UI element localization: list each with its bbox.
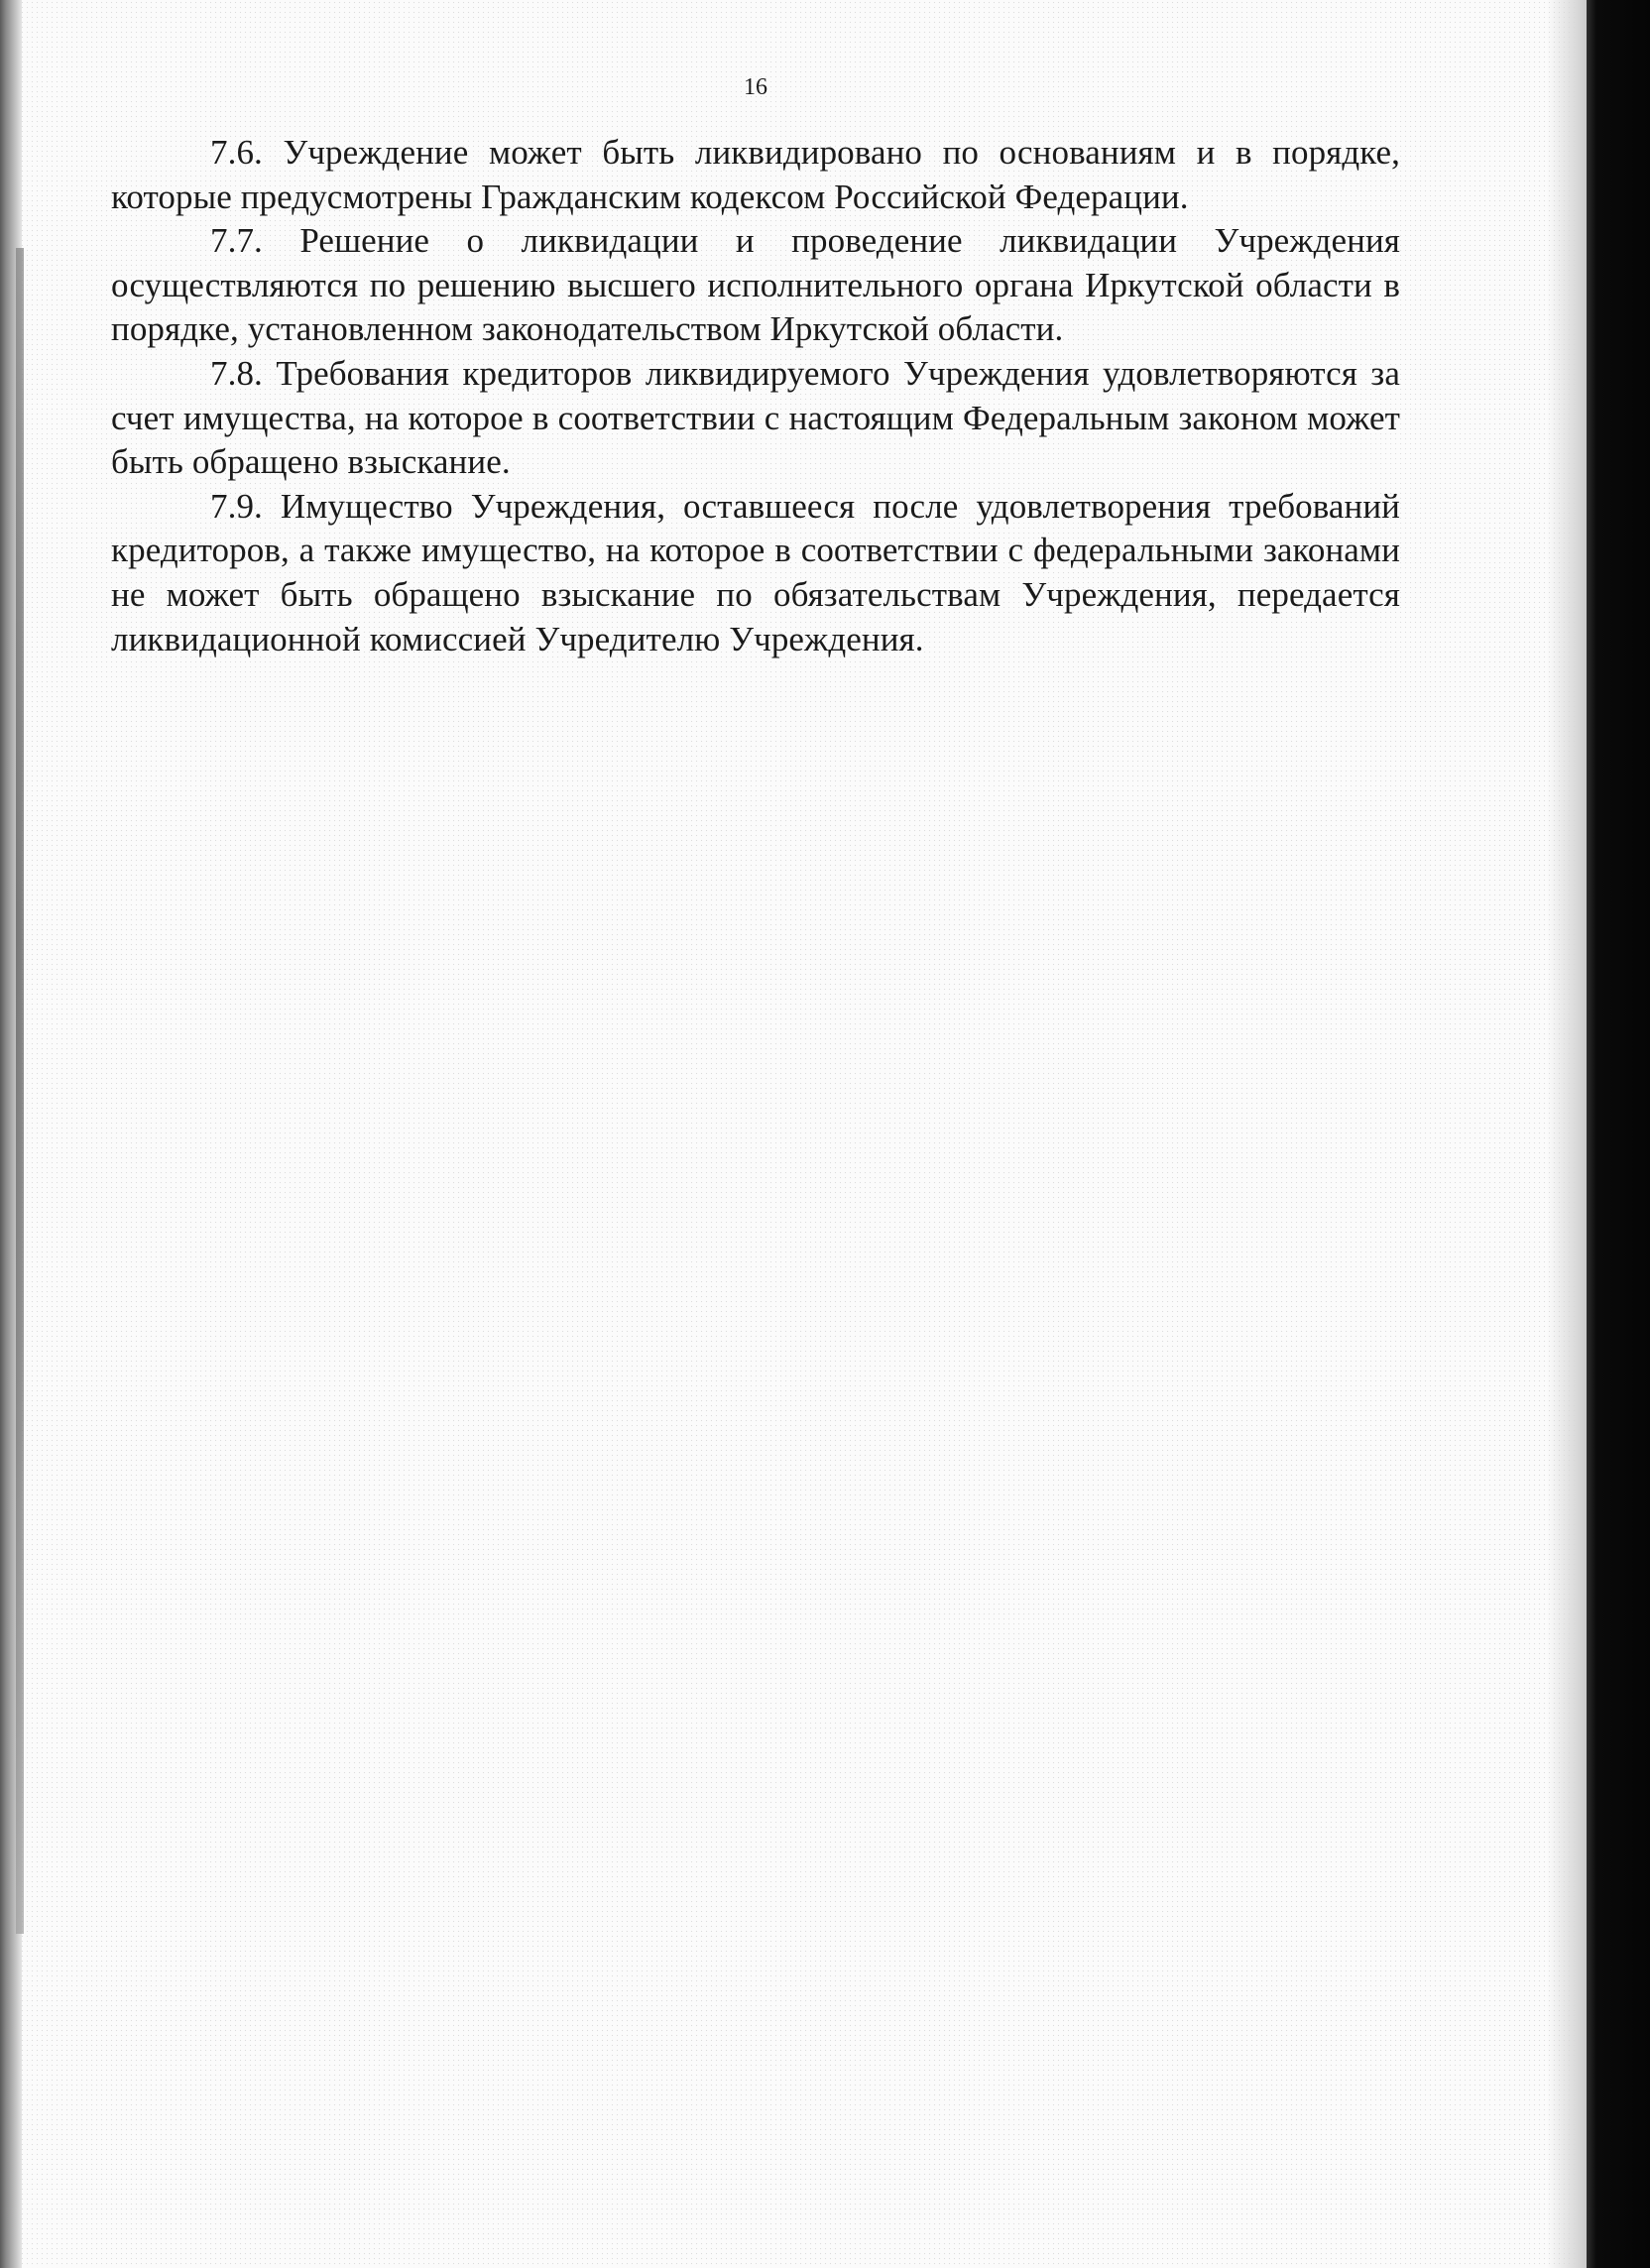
page-number: 16 <box>744 74 767 100</box>
document-body <box>111 131 1400 661</box>
paragraph-7-9: 7.9. Имущество Учреждения, оставшееся после удовлетворения требований кредиторов, а также имущество, на которое в соответствии с федеральными законами не может быть обращено взыскание по обязательствам Учреждения, передается ликвидационной комиссией Учредителю Учреждения. <box>111 486 1400 658</box>
paragraph-7-8: 7.8. Требования кредиторов ликвидируемого Учреждения удовлетворяются за счет имущества, на которое в соответствии с настоящим Федеральным законом может быть обращено взыскание. <box>111 353 1400 482</box>
paragraph-7-7: 7.7. Решение о ликвидации и проведение ликвидации Учреждения осуществляются по решению высшего исполнительного органа Иркутской области в порядке, установленном законодательством Иркутской области. <box>111 221 1400 349</box>
paragraph-7-6: 7.6. Учреждение может быть ликвидировано по основаниям и в порядке, которые предусмотрены Гражданским кодексом Российской Федерации. <box>111 133 1400 216</box>
scan-right-edge-fade <box>1547 0 1591 2268</box>
scan-right-edge-shadow <box>1587 0 1650 2268</box>
scan-left-binding-shadow <box>16 248 24 1934</box>
